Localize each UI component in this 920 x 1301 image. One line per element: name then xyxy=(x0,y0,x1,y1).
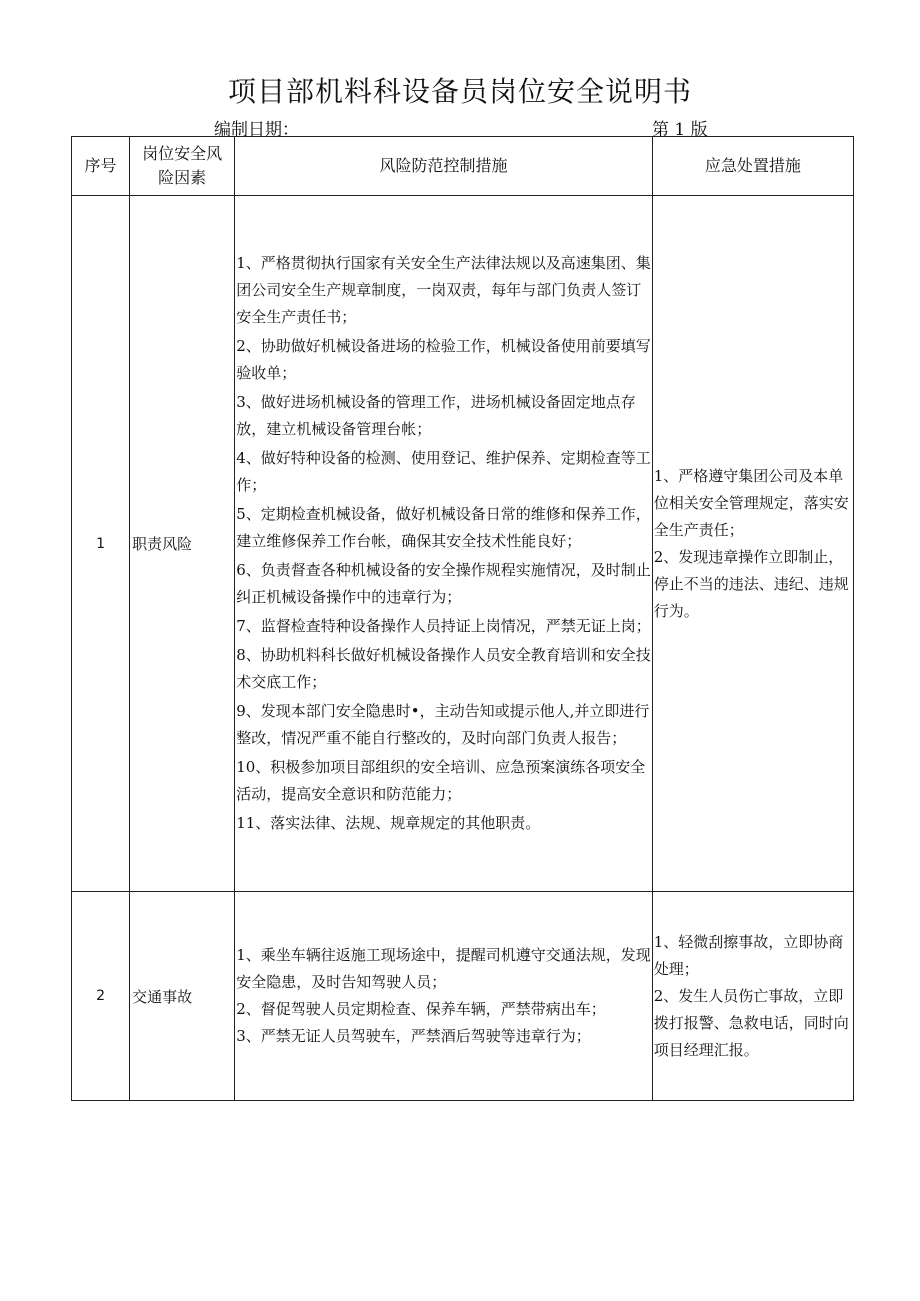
measure-item: 1、乘坐车辆往返施工现场途中，提醒司机遵守交通法规，发现安全隐患，及时告知驾驶人员； xyxy=(236,946,651,991)
row-no: 1 xyxy=(72,196,130,892)
row-emergency xyxy=(652,196,853,892)
table-row xyxy=(72,196,854,892)
measure-item: 4、做好特种设备的检测、使用登记、维护保养、定期检查等工作； xyxy=(236,449,651,494)
header-no: 序号 xyxy=(72,137,130,196)
compile-date-label: 编制日期： xyxy=(214,120,299,140)
measure-item: 11、落实法律、法规、规章规定的其他职责。 xyxy=(236,814,541,832)
header-measures: 风险防范控制措施 xyxy=(235,137,653,196)
measure-item: 7、监督检查特种设备操作人员持证上岗情况，严禁无证上岗； xyxy=(236,617,651,635)
measure-item: 8、协助机料科长做好机械设备操作人员安全教育培训和安全技术交底工作； xyxy=(236,646,651,691)
version-label: 第 1 版 xyxy=(652,120,708,140)
emergency-item: 2、发现违章操作立即制止，停止不当的违法、违纪、违规行为。 xyxy=(653,547,849,620)
document-title: 项目部机料科设备员岗位安全说明书 xyxy=(227,75,692,108)
measure-item: 9、发现本部门安全隐患时•，主动告知或提示他人,并立即进行整改，情况严重不能自行整改的，及时向部门负责人报告； xyxy=(236,702,650,747)
emergency-item: 1、轻微刮擦事故，立即协商处理； xyxy=(653,932,844,978)
measure-item: 3、严禁无证人员驾驶车，严禁酒后驾驶等违章行为； xyxy=(236,1027,591,1045)
safety-table xyxy=(71,136,854,1101)
measure-item: 10、积极参加项目部组织的安全培训、应急预案演练各项安全活动，提高安全意识和防范能力； xyxy=(236,758,646,803)
measure-item: 1、严格贯彻执行国家有关安全生产法律法规以及高速集团、集团公司安全生产规章制度，一岗双责，每年与部门负责人签订安全生产责任书； xyxy=(236,254,651,326)
table-row xyxy=(72,892,854,1101)
table-header-row xyxy=(72,137,854,196)
measure-item: 2、督促驾驶人员定期检查、保养车辆，严禁带病出车； xyxy=(236,1000,606,1018)
row-measures xyxy=(235,196,653,892)
header-factor xyxy=(130,137,235,196)
row-measures xyxy=(235,892,653,1101)
row-factor: 交通事故 xyxy=(130,892,235,1101)
emergency-item: 2、发生人员伤亡事故，立即拨打报警、急救电话，同时向项目经理汇报。 xyxy=(653,986,849,1059)
row-factor: 职责风险 xyxy=(130,196,235,892)
measure-item: 5、定期检查机械设备，做好机械设备日常的维修和保养工作，建立维修保养工作台帐，确保其安全技术性能良好； xyxy=(236,505,651,550)
row-emergency xyxy=(652,892,853,1101)
measure-item: 3、做好进场机械设备的管理工作，进场机械设备固定地点存放，建立机械设备管理台帐； xyxy=(236,393,636,438)
measure-item: 2、协助做好机械设备进场的检验工作，机械设备使用前要填写验收单； xyxy=(236,337,651,382)
measure-item: 6、负责督查各种机械设备的安全操作规程实施情况，及时制止纠正机械设备操作中的违章行为； xyxy=(236,561,651,606)
header-factor-label: 岗位安全风险因素 xyxy=(142,144,223,187)
emergency-item: 1、严格遵守集团公司及本单位相关安全管理规定，落实安全生产责任； xyxy=(653,466,849,539)
header-emergency: 应急处置措施 xyxy=(652,137,853,196)
row-no: 2 xyxy=(72,892,130,1101)
